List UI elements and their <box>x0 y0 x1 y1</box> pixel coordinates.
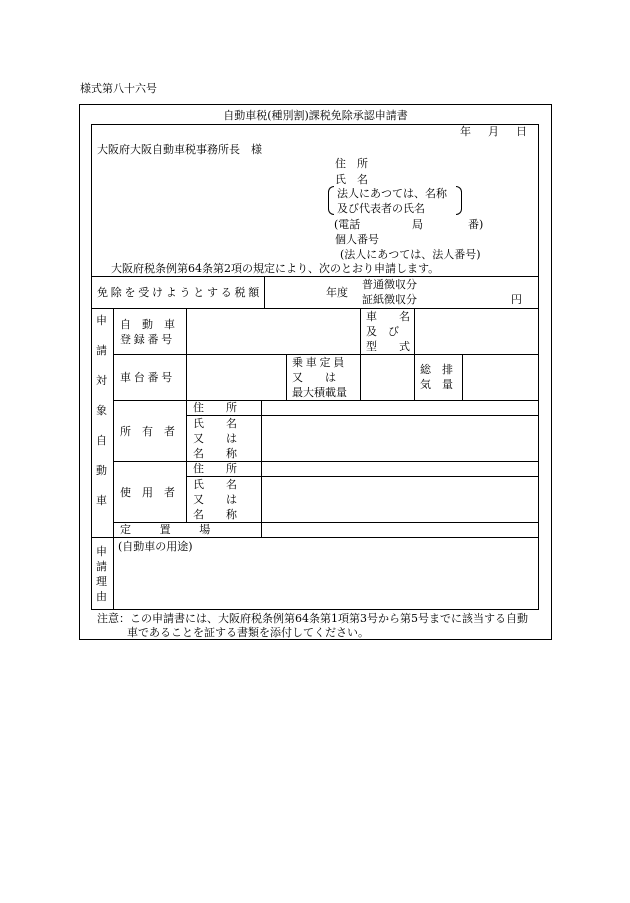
displacement-label-2: 気 量 <box>420 378 453 391</box>
side-char: 象 <box>96 404 107 417</box>
line-tax-top <box>91 276 539 277</box>
owner-address-field[interactable] <box>262 401 538 414</box>
side-char: 由 <box>96 590 107 603</box>
car-name-field[interactable] <box>415 309 538 353</box>
user-name-label-2: 又 は <box>193 493 237 506</box>
side-char: 申 <box>96 545 107 558</box>
corp-note-line2: 及び代表者の氏名 <box>337 202 425 215</box>
statement: 大阪府税条例第64条第2項の規定により、次のとおり申請します。 <box>111 262 440 275</box>
chassis-number-label: 車台番号 <box>120 371 175 384</box>
user-name-label-1: 氏 名 <box>193 478 237 491</box>
storage-label: 定 置 場 <box>120 523 213 536</box>
side-char: 申 <box>96 314 107 327</box>
car-name-label-2: 及 び <box>366 325 399 338</box>
owner-address-label: 住 所 <box>193 401 237 414</box>
displacement-label-1: 総 排 <box>420 363 453 376</box>
side-char: 請 <box>96 560 107 573</box>
note-line-1: 注意：この申請書には、大阪府税条例第64条第1項第3号から第5号までに該当する自動 <box>97 612 528 625</box>
personal-number-label: 個人番号 <box>335 233 379 246</box>
owner-name-label-1: 氏 名 <box>193 417 237 430</box>
car-name-label-1: 車 名 <box>366 310 410 323</box>
bracket-right <box>456 186 462 215</box>
user-name-label-3: 名 称 <box>193 508 237 521</box>
side-char: 動 <box>96 464 107 477</box>
reg-number-label-2: 登録番号 <box>120 333 175 346</box>
capacity-label-2: 又 は <box>292 371 336 384</box>
reg-number-label-1: 自 動 車 <box>120 318 175 331</box>
tax-amount-label: 免除を受けようとする税額 <box>97 286 262 299</box>
displacement-field[interactable] <box>463 355 538 399</box>
date-day: 日 <box>516 125 527 138</box>
capacity-field[interactable] <box>361 355 413 399</box>
owner-name-label-2: 又 は <box>193 432 237 445</box>
phone-open: (電話 <box>334 218 361 231</box>
bracket-left <box>328 186 334 215</box>
date-year: 年 <box>460 125 471 138</box>
side-char: 請 <box>96 344 107 357</box>
line-storage-bottom <box>91 537 539 538</box>
applicant-name-label: 氏 名 <box>335 173 368 186</box>
phone-bureau: 局 <box>412 218 423 231</box>
side-char: 対 <box>96 374 107 387</box>
applicant-address-label: 住 所 <box>335 157 368 170</box>
user-address-label: 住 所 <box>193 462 237 475</box>
user-label: 使 用 者 <box>120 486 175 499</box>
addressee: 大阪府大阪自動車税事務所長 様 <box>97 143 262 156</box>
tax-stamp-collection: 証紙徴収分 <box>362 293 417 306</box>
line-col-414b <box>414 354 415 400</box>
phone-number: 番) <box>468 218 484 231</box>
reason-field[interactable] <box>114 555 538 609</box>
user-address-field[interactable] <box>262 462 538 475</box>
side-char: 車 <box>96 494 107 507</box>
form-title: 自動車税(種別割)課税免除承認申請書 <box>223 109 408 122</box>
side-char: 理 <box>96 575 107 588</box>
side-char: 自 <box>96 434 107 447</box>
form-number: 様式第八十六号 <box>80 82 157 95</box>
car-name-label-3: 型 式 <box>366 340 410 353</box>
note-line-2: 車であることを証する書類を添付してください。 <box>127 626 369 639</box>
line-col-286 <box>286 354 287 400</box>
corp-note-line1: 法人にあつては、名称 <box>337 187 447 200</box>
owner-label: 所 有 者 <box>120 425 175 438</box>
user-name-field[interactable] <box>262 477 538 521</box>
capacity-label-3: 最大積載量 <box>292 386 347 399</box>
tax-fiscal-year: 年度 <box>326 286 348 299</box>
owner-name-label-3: 名 称 <box>193 447 237 460</box>
usage-label: (自動車の用途) <box>118 540 193 553</box>
vehicle-side-label <box>95 314 108 507</box>
line-tax-divider <box>264 276 265 308</box>
tax-yen: 円 <box>511 293 522 306</box>
tax-normal-collection: 普通徴収分 <box>362 278 417 291</box>
owner-name-field[interactable] <box>262 416 538 460</box>
reg-number-field[interactable] <box>187 309 359 353</box>
chassis-number-field[interactable] <box>187 355 285 399</box>
storage-field[interactable] <box>262 523 538 536</box>
reason-side-label <box>95 545 108 603</box>
corp-number-note: (法人にあつては、法人番号) <box>340 248 481 261</box>
capacity-label-1: 乗車定員 <box>292 356 347 369</box>
date-month: 月 <box>488 125 499 138</box>
